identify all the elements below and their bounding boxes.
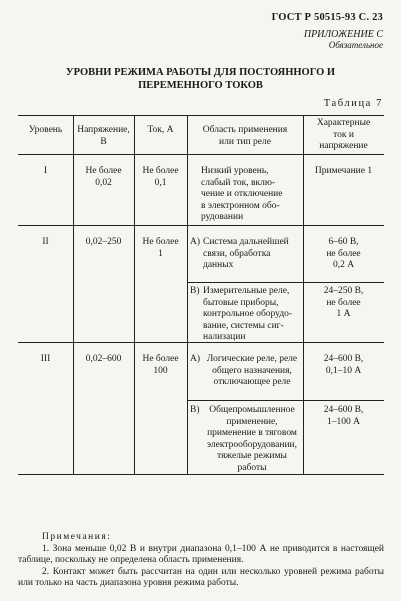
row2-b-area bbox=[203, 286, 303, 344]
row1-area-line-5: рудовании bbox=[201, 212, 244, 222]
row3-b-area-line-5: тяжелые режимы bbox=[217, 451, 287, 461]
rule-col-3 bbox=[187, 115, 188, 474]
row3-b-area-line-6: работы bbox=[237, 462, 267, 473]
row1-area-line-3: чение и отключение bbox=[201, 189, 283, 199]
row3-b-area-line-3: применение в тяговом bbox=[207, 428, 297, 438]
row3-b-area-line-4: электрооборудовании, bbox=[206, 439, 298, 450]
row1-characteristic: Примечание 1 bbox=[314, 166, 373, 176]
row3-b-char-line-1: 24–600 В, bbox=[323, 405, 364, 415]
row2-b-letter: В) bbox=[190, 286, 200, 296]
header-area-line-2: или тип реле bbox=[219, 136, 271, 147]
row2-b-area-line-2: бытовые приборы, bbox=[203, 297, 279, 308]
row1-area-line-4: в электронном обо- bbox=[201, 200, 280, 211]
header-area bbox=[187, 125, 303, 148]
row1-area bbox=[201, 166, 301, 224]
appendix-label: ПРИЛОЖЕНИЕ С bbox=[303, 29, 383, 40]
table-label: Таблица 7 bbox=[323, 98, 383, 109]
row2-a-char-line-1: 6–60 В, bbox=[328, 237, 359, 247]
row2-b-char-line-1: 24–250 В, bbox=[323, 286, 364, 296]
row1-current bbox=[134, 166, 187, 189]
header-char-line-3: напряжение bbox=[319, 141, 368, 151]
appendix-status: Обязательное bbox=[328, 40, 383, 50]
row3-b-characteristic bbox=[303, 405, 384, 428]
note-2: 2. Контакт может быть рассчитан на один или несколько уровней режима работы или только на часть диапазона уровня режима работы. bbox=[18, 566, 384, 588]
row3-b-char-line-2: 1–100 А bbox=[327, 416, 360, 427]
document-header: ГОСТ Р 50515-93 С. 23 bbox=[271, 12, 383, 23]
row1-voltage-line-2: 0,02 bbox=[95, 177, 112, 188]
header-area-line-1: Область применения bbox=[202, 125, 288, 135]
row3-current-line-2: 100 bbox=[153, 365, 168, 376]
header-voltage-line-2: В bbox=[100, 136, 107, 147]
row3-a-characteristic bbox=[303, 354, 384, 377]
row2-b-area-line-5: нализации bbox=[203, 332, 246, 342]
row2-b-char-line-3: 1 А bbox=[336, 309, 351, 319]
row3-a-char-line-1: 24–600 В, bbox=[323, 354, 364, 364]
rule-row2-mid bbox=[187, 282, 384, 283]
row2-a-letter: А) bbox=[190, 237, 201, 247]
row3-current-line-1: Не более bbox=[142, 354, 179, 364]
row1-voltage-line-1: Не более bbox=[85, 166, 122, 176]
row3-a-char-line-2: 0,1–10 А bbox=[325, 365, 362, 376]
row3-b-area-line-1: Общепромышленное bbox=[209, 405, 295, 415]
row3-a-area-line-3: отключающее реле bbox=[213, 377, 291, 387]
row3-voltage: 0,02–600 bbox=[85, 354, 122, 364]
row2-current-line-2: 1 bbox=[158, 248, 163, 259]
page-title bbox=[0, 66, 401, 92]
row3-b-letter: В) bbox=[190, 405, 200, 415]
header-voltage-line-1: Напряжение, bbox=[77, 125, 130, 135]
row3-a-area-line-1: Логические реле, реле bbox=[206, 354, 298, 364]
header-char-line-1: Характерные bbox=[316, 118, 371, 128]
row1-voltage bbox=[73, 166, 134, 189]
row2-b-area-line-4: вание, системы сиг- bbox=[203, 320, 284, 331]
title-line-1: УРОВНИ РЕЖИМА РАБОТЫ ДЛЯ ПОСТОЯННОГО И bbox=[65, 67, 336, 78]
row2-a-char-line-3: 0,2 А bbox=[332, 260, 355, 270]
row2-a-area-line-3: данных bbox=[203, 260, 234, 270]
rule-row3-mid bbox=[187, 400, 384, 401]
row3-a-area-line-2: общего назначения, bbox=[212, 365, 292, 376]
row2-current-line-1: Не более bbox=[142, 237, 179, 247]
row2-a-characteristic bbox=[303, 237, 384, 272]
row1-current-line-1: Не более bbox=[142, 166, 179, 176]
row2-a-area-line-2: связи, обработка bbox=[203, 248, 271, 259]
header-char-line-2: ток и bbox=[333, 129, 354, 140]
notes bbox=[18, 532, 384, 590]
row2-b-char-line-2: не более bbox=[326, 297, 361, 308]
header-level: Уровень bbox=[28, 125, 63, 135]
row2-current bbox=[134, 237, 187, 260]
row3-b-area-line-2: применение, bbox=[226, 416, 278, 427]
row1-level: I bbox=[43, 166, 48, 176]
row2-b-area-line-1: Измерительные реле, bbox=[203, 286, 290, 296]
notes-title: Примечания: bbox=[42, 532, 112, 542]
row3-b-area bbox=[201, 405, 303, 474]
header-current: Ток, А bbox=[147, 125, 174, 135]
row2-b-area-line-3: контрольное оборудо- bbox=[203, 309, 293, 319]
row2-a-char-line-2: не более bbox=[326, 248, 361, 259]
row2-level: II bbox=[42, 237, 49, 247]
row2-b-characteristic bbox=[303, 286, 384, 321]
row2-a-area-line-1: Система дальнейшей bbox=[203, 237, 289, 247]
row3-a-area bbox=[201, 354, 303, 389]
row2-a-area bbox=[203, 237, 303, 272]
row1-area-line-1: Низкий уровень, bbox=[201, 166, 269, 176]
title-line-2: ПЕРЕМЕННОГО ТОКОВ bbox=[138, 80, 263, 91]
header-voltage bbox=[73, 125, 134, 148]
note-1: 1. Зона меньше 0,02 В и внутри диапазона 0,1–100 А не приводится в настоящей таблице, поскольку не определена область применения. bbox=[18, 543, 384, 565]
row1-area-line-2: слабый ток, вклю- bbox=[201, 177, 276, 188]
row1-current-line-2: 0,1 bbox=[154, 177, 167, 188]
row3-a-letter: А) bbox=[190, 354, 201, 364]
row3-level: III bbox=[40, 354, 51, 364]
header-characteristic bbox=[303, 118, 384, 153]
row3-current bbox=[134, 354, 187, 377]
row2-voltage: 0,02–250 bbox=[85, 237, 122, 247]
rule-bottom bbox=[18, 474, 384, 475]
